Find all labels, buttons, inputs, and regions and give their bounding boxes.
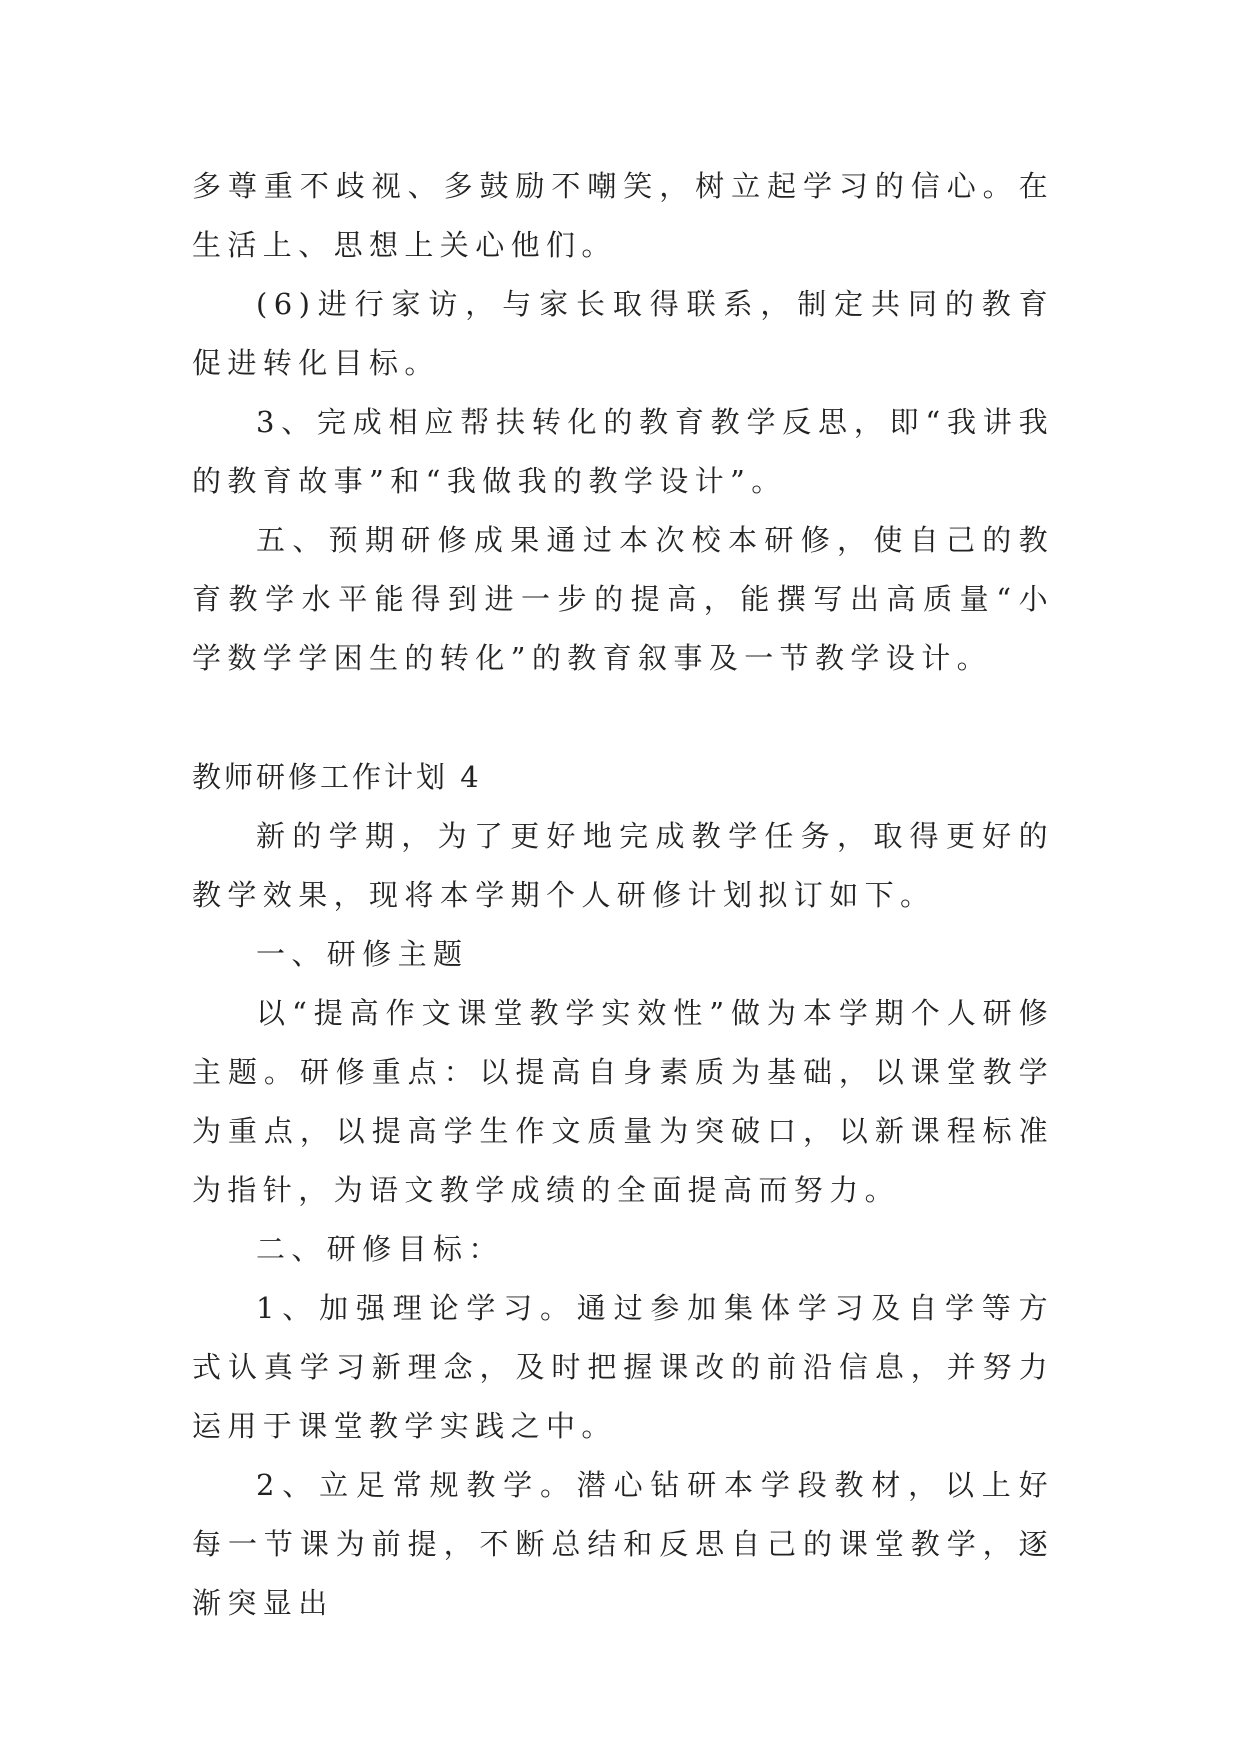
paragraph-research-theme: 以“提高作文课堂教学实效性”做为本学期个人研修主题。研修重点：以提高自身素质为基础，以课堂教学为重点，以提高学生作文质量为突破口，以新课程标准为指针，为语文教学成绩的全面提高而努力。 <box>192 996 1054 1207</box>
paragraph-home-visit: (6)进行家访，与家长取得联系，制定共同的教育促进转化目标。 <box>192 287 1054 380</box>
section-gap <box>192 688 1054 748</box>
section-title: 教师研修工作计划 4 <box>192 760 482 794</box>
paragraph-expected-results: 五、预期研修成果通过本次校本研修，使自己的教育教学水平能得到进一步的提高，能撰写出高质量“小学数学学困生的转化”的教育叙事及一节教学设计。 <box>192 523 1054 675</box>
paragraph-continuation: 多尊重不歧视、多鼓励不嘲笑，树立起学习的信心。在生活上、思想上关心他们。 <box>192 169 1054 262</box>
paragraph-goal-theory: 1、加强理论学习。通过参加集体学习及自学等方式认真学习新理念，及时把握课改的前沿信息，并努力运用于课堂教学实践之中。 <box>192 1291 1054 1443</box>
paragraph-intro: 新的学期，为了更好地完成教学任务，取得更好的教学效果，现将本学期个人研修计划拟订如下。 <box>192 819 1054 912</box>
paragraph-reflection: 3、完成相应帮扶转化的教育教学反思，即“我讲我的教育故事”和“我做我的教学设计”。 <box>192 405 1054 498</box>
heading-research-goals: 二、研修目标： <box>256 1232 504 1266</box>
document-body <box>192 157 1054 1633</box>
heading-research-theme: 一、研修主题 <box>256 937 469 971</box>
paragraph-goal-teaching: 2、立足常规教学。潜心钻研本学段教材，以上好每一节课为前提，不断总结和反思自己的课堂教学，逐渐突显出 <box>192 1468 1054 1620</box>
